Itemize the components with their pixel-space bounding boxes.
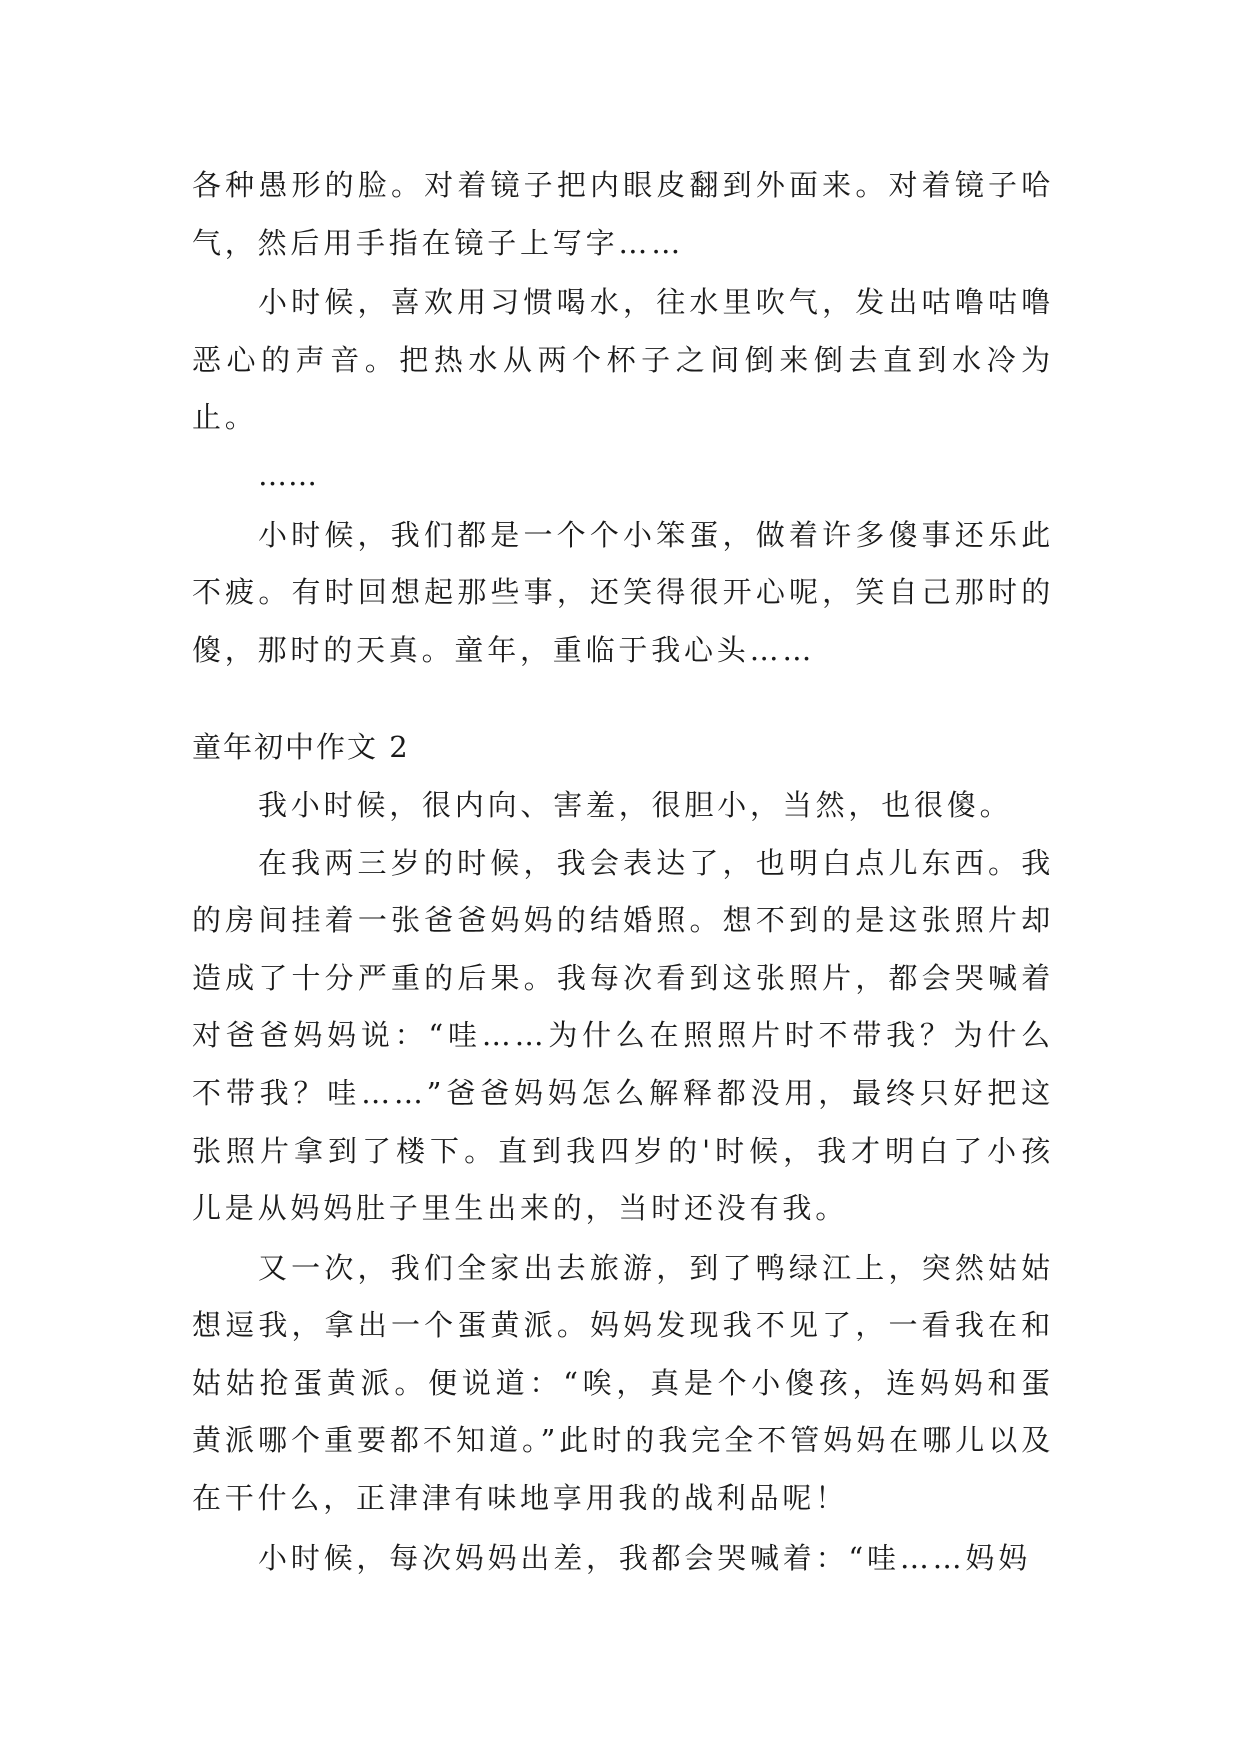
section-heading: 童年初中作文 2 bbox=[192, 730, 410, 765]
paragraph: 小时候，每次妈妈出差，我都会哭喊着：“哇……妈妈 bbox=[258, 1540, 1032, 1575]
paragraph: 各种愚形的脸。对着镜子把内眼皮翻到外面来。对着镜子哈气，然后用手指在镜子上写字…… bbox=[192, 168, 1054, 260]
document-page bbox=[192, 157, 1054, 1587]
paragraph: 小时候，喜欢用习惯喝水，往水里吹气，发出咕噜咕噜恶心的声音。把热水从两个杯子之间倒来倒去直到水冷为止。 bbox=[192, 285, 1054, 435]
paragraph: 在我两三岁的时候，我会表达了，也明白点儿东西。我的房间挂着一张爸爸妈妈的结婚照。想不到的是这张照片却造成了十分严重的后果。我每次看到这张照片，都会哭喊着对爸爸妈妈说：“哇……为什么在照照片时不带我？为什么不带我？哇……”爸爸妈妈怎么解释都没用，最终只好把这张照片拿到了楼下。直到我四岁的'时候，我才明白了小孩儿是从妈妈肚子里生出来的，当时还没有我。 bbox=[192, 845, 1054, 1226]
paragraph: 我小时候，很内向、害羞，很胆小，当然，也很傻。 bbox=[258, 787, 1013, 822]
ellipsis-line: …… bbox=[258, 457, 318, 492]
paragraph: 小时候，我们都是一个个小笨蛋，做着许多傻事还乐此不疲。有时回想起那些事，还笑得很开心呢，笑自己那时的傻，那时的天真。童年，重临于我心头…… bbox=[192, 517, 1054, 667]
paragraph: 又一次，我们全家出去旅游，到了鸭绿江上，突然姑姑想逗我，拿出一个蛋黄派。妈妈发现我不见了，一看我在和姑姑抢蛋黄派。便说道：“唉，真是个小傻孩，连妈妈和蛋黄派哪个重要都不知道。”此时的我完全不管妈妈在哪儿以及在干什么，正津津有味地享用我的战利品呢！ bbox=[192, 1250, 1054, 1516]
